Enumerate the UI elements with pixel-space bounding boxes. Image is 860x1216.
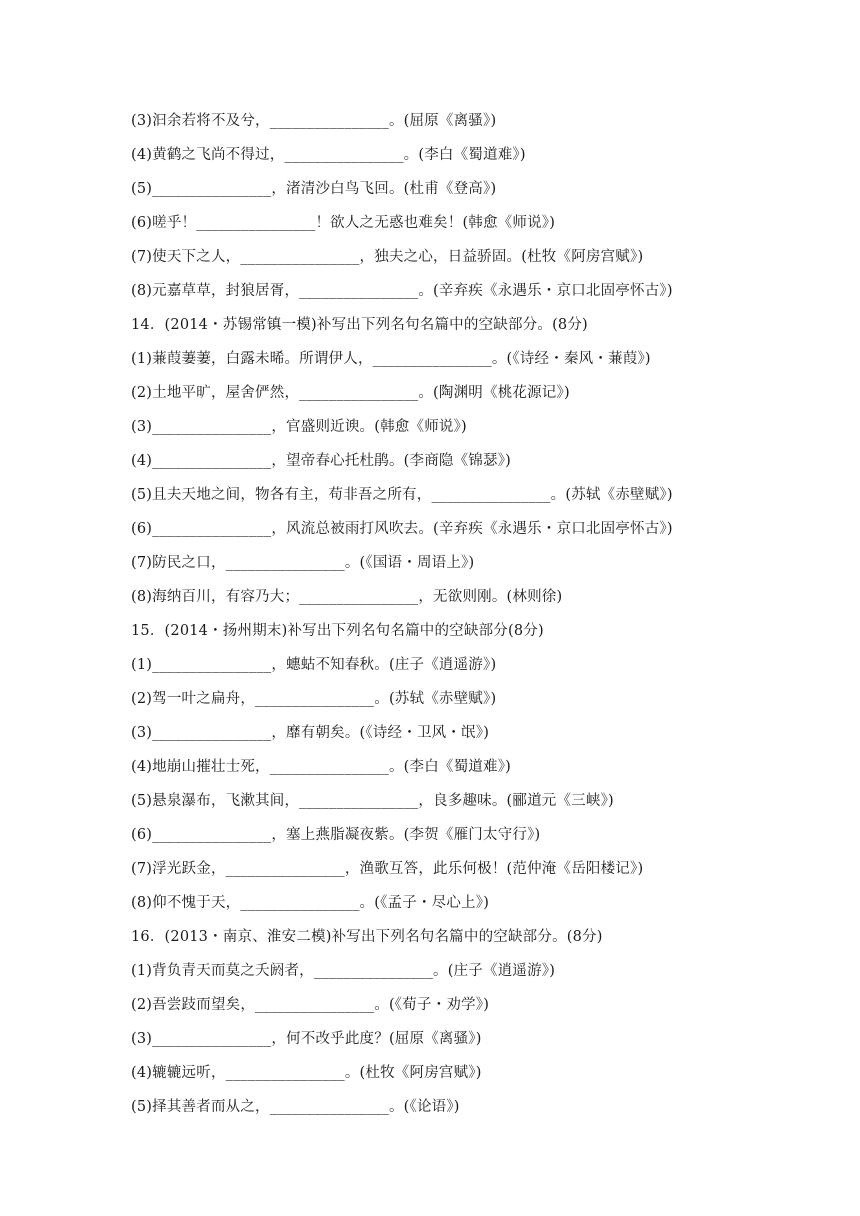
- question-16-heading: 16．(2013・南京、淮安二模)补写出下列名句名篇中的空缺部分。(8分): [131, 929, 603, 945]
- q16-item-5: (5)择其善者而从之，________________。(《论语》): [131, 1099, 460, 1115]
- q15-item-5: (5)悬泉瀑布，飞漱其间，________________，良多趣味。(郦道元《三峡》): [131, 793, 614, 809]
- q15-item-7: (7)浮光跃金，________________，渔歌互答，此乐何极！(范仲淹《岳阳楼记》): [131, 861, 644, 877]
- q15-item-6: (6)________________，塞上燕脂凝夜紫。(李贺《雁门太守行》): [131, 827, 541, 843]
- q14-item-1: (1)蒹葭萋萋，白露未晞。所谓伊人，________________。(《诗经・秦风・蒹葭》): [131, 351, 651, 367]
- q15-item-2: (2)驾一叶之扁舟，________________。(苏轼《赤壁赋》): [131, 691, 497, 707]
- q14-item-3: (3)________________，官盛则近谀。(韩愈《师说》): [131, 419, 467, 435]
- question-15-heading: 15．(2014・扬州期末)补写出下列名句名篇中的空缺部分(8分): [131, 623, 544, 639]
- q16-item-3: (3)________________，何不改乎此度？(屈原《离骚》): [131, 1031, 482, 1047]
- item-6-shishuo: (6)嗟乎！________________！欲人之无惑也难矣！(韩愈《师说》): [131, 215, 556, 231]
- q15-item-3: (3)________________，靡有朝矣。(《诗经・卫风・氓》): [131, 725, 490, 741]
- q15-item-8: (8)仰不愧于天，________________。(《孟子・尽心上》): [131, 895, 490, 911]
- q16-item-4: (4)辘辘远听，________________。(杜牧《阿房宫赋》): [131, 1065, 482, 1081]
- q14-item-2: (2)土地平旷，屋舍俨然，________________。(陶渊明《桃花源记》): [131, 385, 570, 401]
- q14-item-8: (8)海纳百川，有容乃大；________________，无欲则刚。(林则徐): [131, 589, 563, 605]
- item-8-yongyule: (8)元嘉草草，封狼居胥，________________。(辛弃疾《永遇乐・京口北固亭怀古》): [131, 283, 673, 299]
- q15-item-4: (4)地崩山摧壮士死，________________。(李白《蜀道难》): [131, 759, 512, 775]
- q16-item-1: (1)背负青天而莫之夭阏者，________________。(庄子《逍遥游》): [131, 963, 556, 979]
- item-4-shudaonan: (4)黄鹤之飞尚不得过，________________。(李白《蜀道难》): [131, 147, 526, 163]
- q14-item-5: (5)且夫天地之间，物各有主，苟非吾之所有，________________。(苏轼《赤壁赋》): [131, 487, 673, 503]
- q15-item-1: (1)________________，蟪蛄不知春秋。(庄子《逍遥游》): [131, 657, 497, 673]
- document-body: [131, 109, 751, 1129]
- question-14-heading: 14．(2014・苏锡常镇一模)补写出下列名句名篇中的空缺部分。(8分): [131, 317, 588, 333]
- q14-item-7: (7)防民之口，________________。(《国语・周语上》): [131, 555, 475, 571]
- q14-item-6: (6)________________，风流总被雨打风吹去。(辛弃疾《永遇乐・京口北固亭怀古》): [131, 521, 673, 537]
- item-5-denggao: (5)________________，渚清沙白鸟飞回。(杜甫《登高》): [131, 181, 497, 197]
- q16-item-2: (2)吾尝跂而望矣，________________。(《荀子・劝学》): [131, 997, 490, 1013]
- item-3-lisao: (3)汩余若将不及兮，________________。(屈原《离骚》): [131, 113, 497, 129]
- item-7-afanggongfu: (7)使天下之人，________________，独夫之心，日益骄固。(杜牧《阿房宫赋》): [131, 249, 644, 265]
- q14-item-4: (4)________________，望帝春心托杜鹃。(李商隐《锦瑟》): [131, 453, 512, 469]
